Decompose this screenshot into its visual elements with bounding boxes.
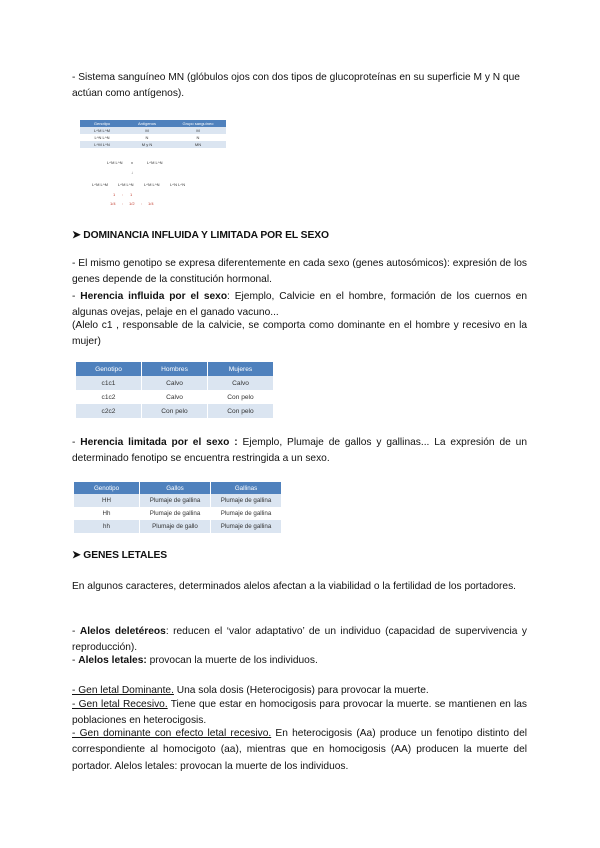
- genes-letales-intro: [72, 579, 527, 595]
- calvicie-table: [76, 362, 274, 418]
- mn-table-header: Genotipo: [80, 120, 124, 127]
- alelos-letales-paragraph: - Alelos letales: provocan la muerte de los individuos.: [72, 655, 318, 666]
- mn-system-paragraph: [72, 70, 527, 103]
- plumaje-table-cell: Plumaje de gallina: [140, 507, 211, 520]
- calvicie-table-cell: Calvo: [142, 390, 208, 404]
- mn-system-text: - Sistema sanguíneo MN (glóbulos ojos con dos tipos de glucoproteínas en su superficie M y N que actúan como antígenos).: [72, 72, 520, 100]
- calvicie-table-cell: c2c2: [76, 404, 142, 418]
- calvicie-table-cell: Con pelo: [208, 390, 274, 404]
- gen-letal-recesivo-term: - Gen letal Recesivo.: [72, 699, 168, 710]
- plumaje-table-cell: Plumaje de gallina: [211, 507, 282, 520]
- calvicie-table-header: Mujeres: [208, 362, 274, 376]
- gen-letal-recesivo-paragraph: [72, 697, 527, 730]
- cross-offspring: L^M L^M: [92, 182, 108, 187]
- mn-table-cell: N: [124, 134, 170, 141]
- genes-letales-intro-text: En algunos caracteres, determinados alelos afectan a la viabilidad o la fertilidad de los portadores.: [72, 581, 516, 592]
- herencia-influida-term: Herencia influida por el sexo: [80, 291, 228, 302]
- alelo-c1-text: (Alelo c1 , responsable de la calvicie, se comporta como dominante en el hombre y recesivo en la mujer): [72, 320, 527, 348]
- gen-dominante-letal-recesivo-text: En heterocigosis (Aa) produce un fenotipo distinto del correspondiente al homocigoto (aa), mientras que en homocigosis (AA) producen la muerte del portador. Alelos letales: provocan la muerte de los individuos.: [72, 728, 527, 772]
- plumaje-table-header: Genotipo: [74, 482, 140, 494]
- herencia-limitada-term: Herencia limitada por el sexo :: [80, 437, 238, 448]
- gen-letal-dominante-term: - Gen letal Dominante.: [72, 685, 174, 696]
- cross-parent-left: L^M L^N: [107, 160, 123, 165]
- plumaje-table-cell: Plumaje de gallina: [211, 494, 282, 507]
- herencia-limitada-text: Ejemplo, Plumaje de gallos y gallinas... La expresión de un determinado fenotipo se encuentra restringida a un sexo.: [72, 437, 527, 465]
- calvicie-table-header: Hombres: [142, 362, 208, 376]
- section-heading-genes-letales: ➤ GENES LETALES: [72, 550, 168, 561]
- plumaje-table-header: Gallos: [140, 482, 211, 494]
- mn-table-cell: L^M L^N: [80, 141, 124, 148]
- alelos-letales-text: provocan la muerte de los individuos.: [146, 655, 318, 666]
- mn-table-cell: M y N: [124, 141, 170, 148]
- plumaje-table-cell: Plumaje de gallo: [140, 520, 211, 533]
- cross-ratio: :: [122, 192, 124, 197]
- alelos-deletereos-term: Alelos deletéreos: [79, 626, 166, 637]
- plumaje-table-cell: Plumaje de gallina: [211, 520, 282, 533]
- plumaje-table-cell: Plumaje de gallina: [140, 494, 211, 507]
- mn-table-header: Grupo sanguíneo: [170, 120, 226, 127]
- plumaje-table-cell: Hh: [74, 507, 140, 520]
- cross-ratio: 1: [130, 192, 133, 197]
- alelos-letales-term: Alelos letales:: [78, 655, 147, 666]
- alelos-deletereos-paragraph: - Alelos deletéreos: reducen el ‘valor adaptativo’ de un individuo (capacidad de supervivencia y reproducción).: [72, 626, 527, 654]
- mn-table-cell: N: [170, 134, 226, 141]
- herencia-influida-paragraph: - Herencia influida por el sexo: Ejemplo, Calvicie en el hombre, formación de los cuernos en algunas ovejas, pelaje en el ganado vacuno...: [72, 291, 527, 319]
- mn-table-cell: M: [170, 127, 226, 134]
- herencia-limitada-paragraph: - Herencia limitada por el sexo : Ejemplo, Plumaje de gallos y gallinas... La expresión de un determinado fenotipo se encuentra restringida a un sexo.: [72, 437, 527, 465]
- gen-letal-dominante-text: Una sola dosis (Heterocigosis) para provocar la muerte.: [173, 685, 429, 696]
- mn-table-cell: L^N L^N: [80, 134, 124, 141]
- calvicie-table-cell: c1c2: [76, 390, 142, 404]
- dominancia-text-1: - El mismo genotipo se expresa diferentemente en cada sexo (genes autosómicos): expresión de los genes depende de la constitución hormonal.: [72, 258, 527, 286]
- cross-ratio-bottom: 1/4: [110, 201, 116, 206]
- alelos-deletereos-text: : reducen el ‘valor adaptativo’ de un individuo (capacidad de supervivencia y reproducción).: [72, 626, 527, 654]
- cross-parent-right: L^M L^N: [147, 160, 163, 165]
- alelo-c1-paragraph: [72, 318, 527, 351]
- section-heading-dominancia: ➤ DOMINANCIA INFLUIDA Y LIMITADA POR EL SEXO: [72, 230, 329, 241]
- gen-dominante-letal-recesivo-term: - Gen dominante con efecto letal recesivo.: [72, 728, 272, 739]
- mn-blood-group-table: [80, 120, 226, 148]
- calvicie-table-cell: c1c1: [76, 376, 142, 390]
- cross-arrow: ↓: [131, 170, 133, 175]
- cross-ratio-bottom: :: [122, 201, 124, 206]
- dominancia-paragraph-1: [72, 256, 527, 289]
- plumaje-table: [74, 482, 282, 533]
- plumaje-table-cell: hh: [74, 520, 140, 533]
- plumaje-table-header: Gallinas: [211, 482, 282, 494]
- cross-offspring: L^M L^N: [118, 182, 134, 187]
- calvicie-table-cell: Calvo: [142, 376, 208, 390]
- gen-letal-recesivo-text: Tiene que estar en homocigosis para provocar la muerte. se mantienen en las poblaciones en heterocigosis.: [72, 699, 527, 727]
- cross-ratio: 1: [113, 192, 116, 197]
- cross-offspring: L^M L^N: [144, 182, 160, 187]
- herencia-influida-text: : Ejemplo, Calvicie en el hombre, formación de los cuernos en algunas ovejas, pelaje en el ganado vacuno...: [72, 291, 527, 319]
- cross-symbol: x: [131, 160, 133, 165]
- cross-ratio-bottom: 1/4: [148, 201, 154, 206]
- mn-table-cell: M: [124, 127, 170, 134]
- calvicie-table-cell: Con pelo: [142, 404, 208, 418]
- plumaje-table-cell: HH: [74, 494, 140, 507]
- calvicie-table-cell: Calvo: [208, 376, 274, 390]
- gen-dominante-letal-recesivo-paragraph: [72, 726, 527, 775]
- cross-ratio-bottom: :: [141, 201, 143, 206]
- mn-table-cell: MN: [170, 141, 226, 148]
- calvicie-table-header: Genotipo: [76, 362, 142, 376]
- mn-table-header: Antígenos: [124, 120, 170, 127]
- calvicie-table-cell: Con pelo: [208, 404, 274, 418]
- cross-offspring: L^N L^N: [170, 182, 186, 187]
- mn-table-cell: L^M L^M: [80, 127, 124, 134]
- cross-ratio-bottom: 1/2: [129, 201, 135, 206]
